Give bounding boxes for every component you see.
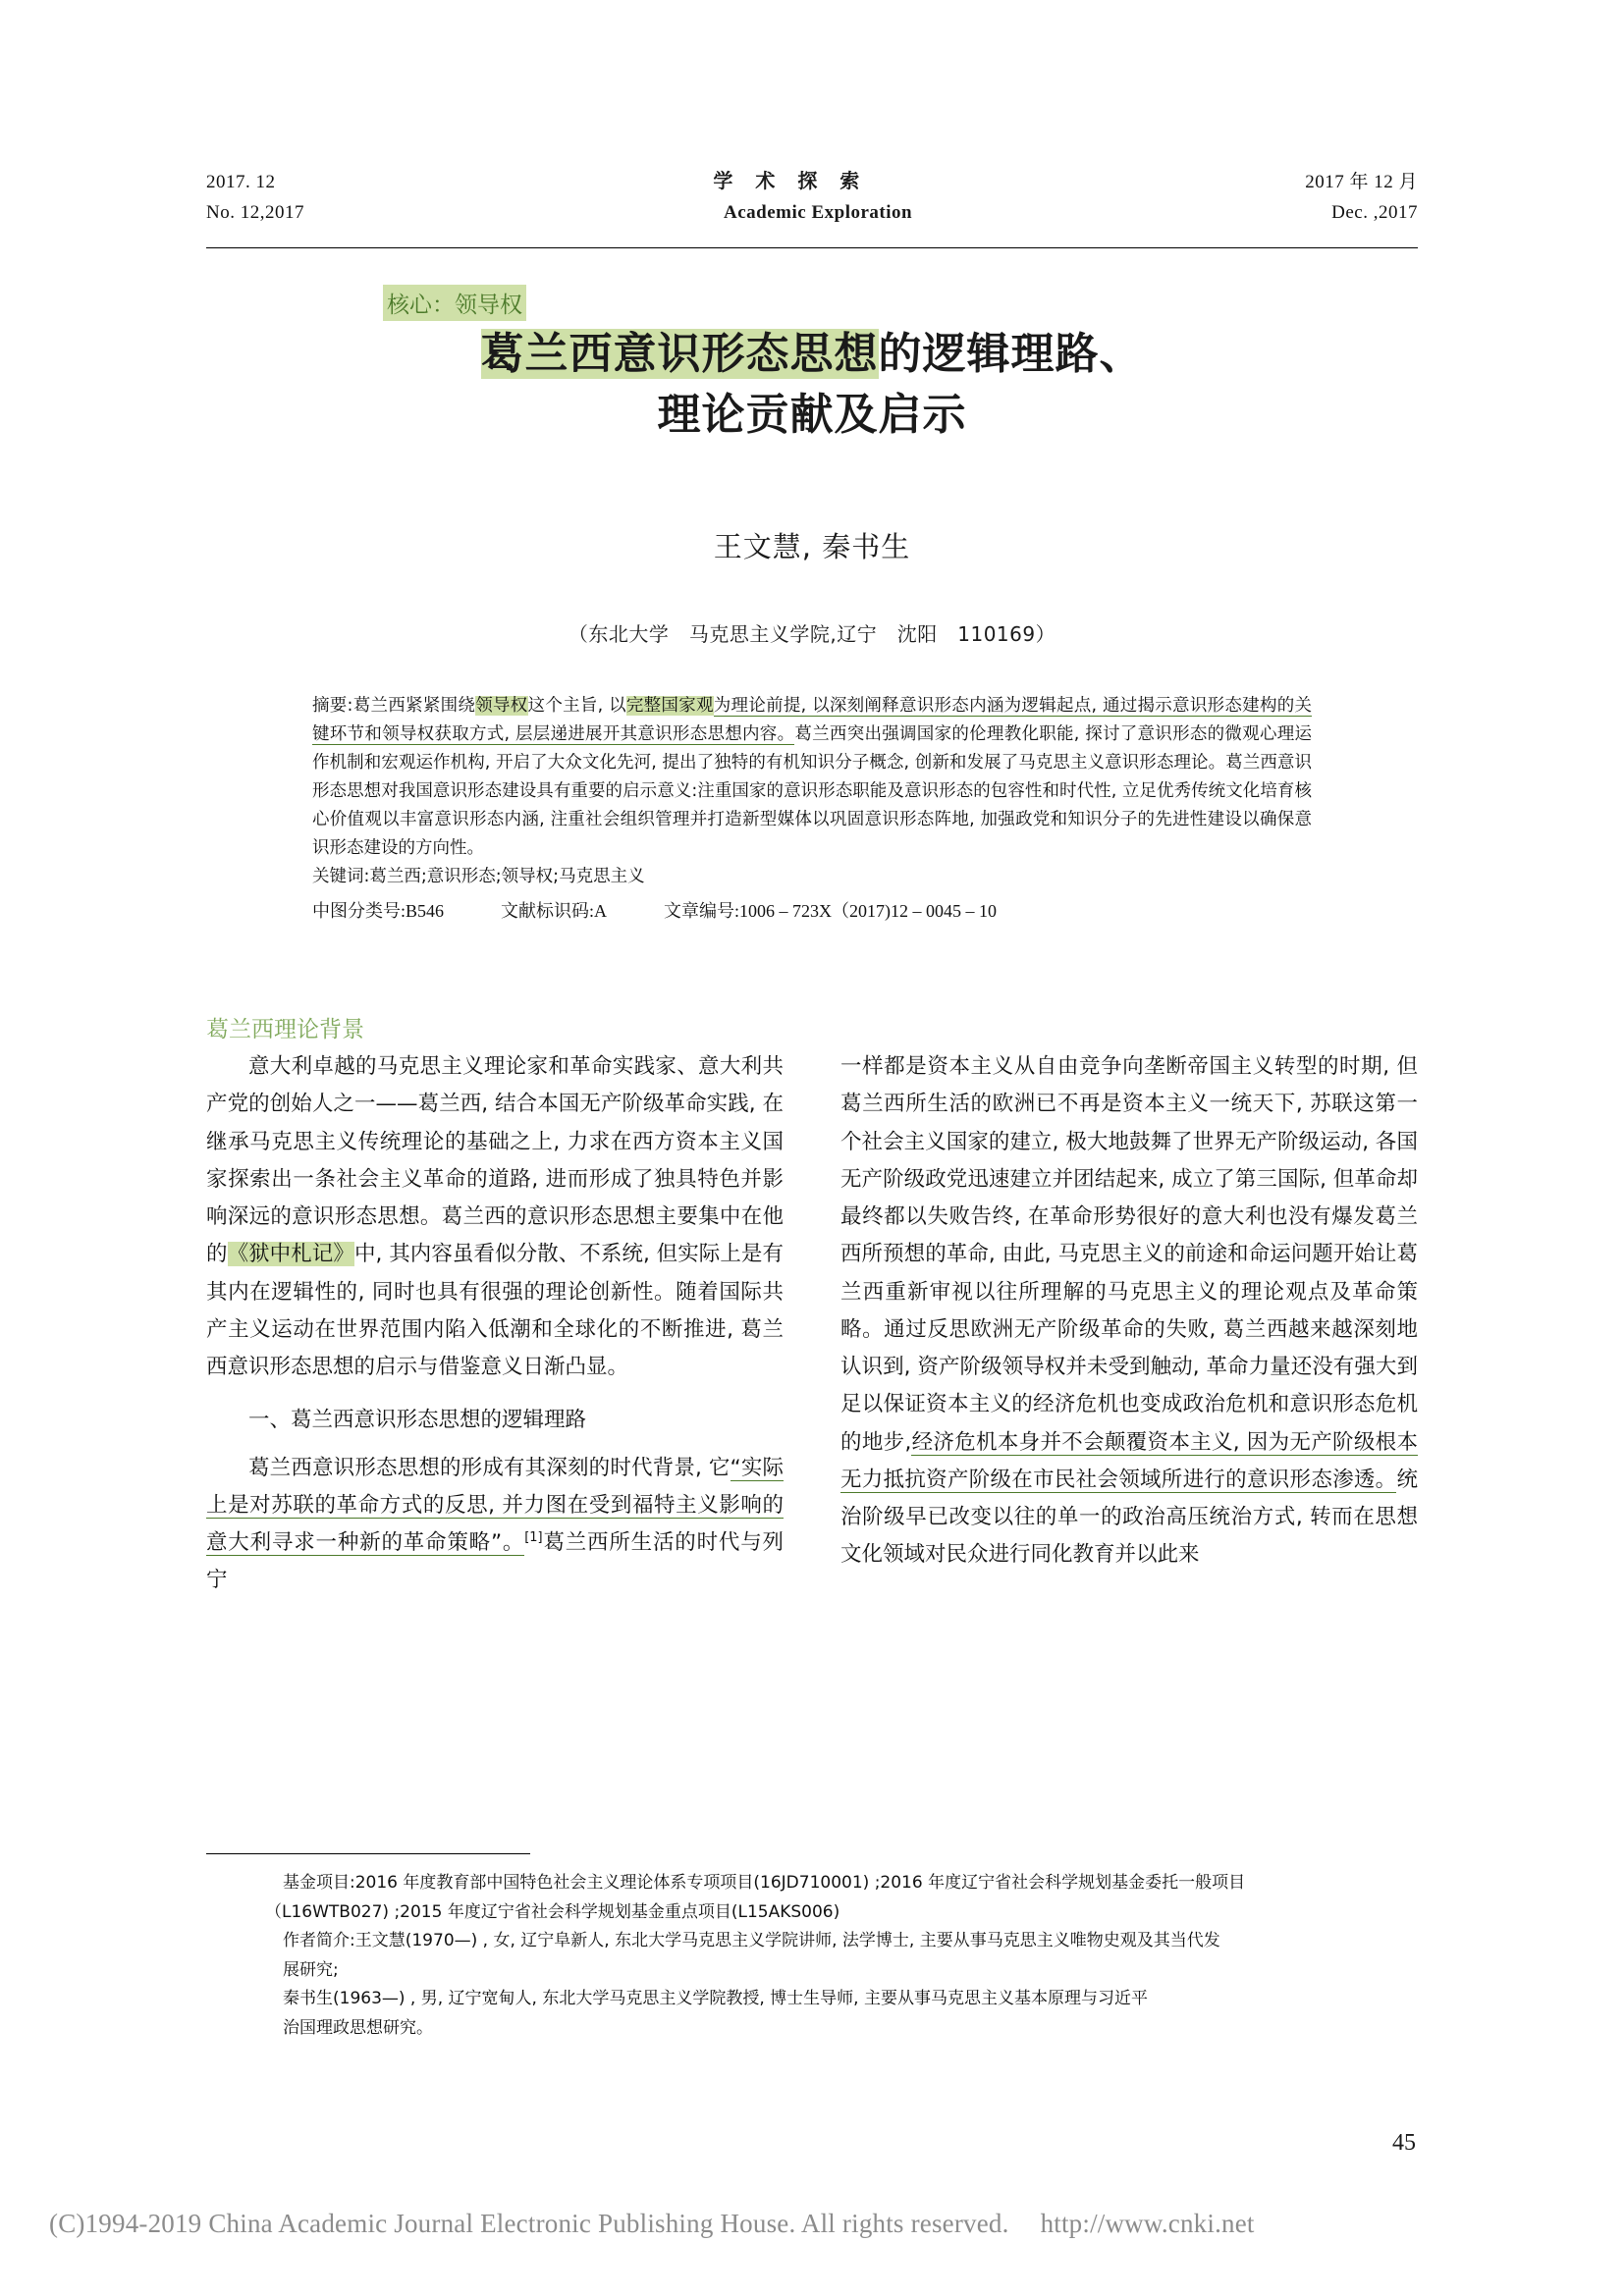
abstract-seg-3-underlined: 为理论前提, 以深刻阐释意识形态内涵为逻辑起点, 通过揭 — [713, 696, 1156, 716]
footnotes — [206, 1870, 1418, 2044]
abstract-label: 摘要: — [312, 696, 353, 716]
author-note — [206, 1928, 1418, 1955]
left-p2-seg-1: 葛兰西意识形态思想的形成有其深刻的时代背景, 它 — [248, 1455, 731, 1480]
author-line-3: 秦书生(1963—) , 男, 辽宁宽甸人, 东北大学马克思主义学院教授, 博士生导师, 主要从事马克思主义基本原理与习近平 — [283, 1989, 1148, 2009]
classification-row — [312, 897, 1312, 927]
authors: 王文慧, 秦书生 — [713, 530, 911, 563]
reference-marker-1: [1] — [524, 1530, 543, 1546]
right-paragraph-1 — [840, 1048, 1418, 1575]
fund-note — [206, 1870, 1418, 1897]
author-line-2: 展研究; — [283, 1959, 339, 1980]
right-p1-seg-2: 统治阶级早已改变以往的单一的政治高压统治方式, 转而在思想文化领域对民众进行同化教育并以此来 — [840, 1467, 1418, 1568]
title-highlighted-phrase: 葛兰西意识形态思想 — [480, 329, 879, 379]
fund-label: 基金项目: — [283, 1873, 355, 1893]
runhead-left-line1: 2017. 12 — [206, 172, 276, 192]
left-p1-seg-1: 意大利卓越的马克思主义理论家和革命实践家、意大利共产党的创始人之一——葛兰西, 结合本国无产阶级革命实践, 在继承马克思主义传统理论的基础之上, 力求在西方资本主义国家探索出一条社会主义革命的道路, 进而形成了独具特色并影响深远的意识形态思想。葛兰西的意识形态思想主要集中在他的 — [206, 1054, 784, 1267]
fund-line-2: （L16WTB027) ;2015 年度辽宁省社会科学规划基金重点项目(L15AKS006) — [265, 1901, 840, 1922]
keywords: 关键词:葛兰西;意识形态;领导权;马克思主义 — [312, 867, 645, 887]
header-rule — [206, 247, 1418, 248]
right-p1-seg-1: 一样都是资本主义从自由竞争向垄断帝国主义转型的时期, 但葛兰西所生活的欧洲已不再是资本主义一统天下, 苏联这第一个社会主义国家的建立, 极大地鼓舞了世界无产阶级运动, 各国无产阶级政党迅速建立并团结起来, 成立了第三国际, 但革命却最终都以失败告终, 在革命形势很好的意大利也没有爆发葛兰西所预想的革命, 由此, 马克思主义的前途和命运问题开始让葛兰西重新审视以往所理解的马克思主义的理论观点及革命策略。通过反思欧洲无产阶级革命的失败, 葛兰西越来越深刻地认识到, 资产阶级领导权并未受到触动, 革命力量还没有强大到足以保证资本主义的经济危机也变成政治危机和意识形态危机的地步, — [840, 1054, 1418, 1455]
footnote-rule — [206, 1853, 530, 1854]
left-p2-seg-2: 葛兰西所生活的时代与列宁 — [206, 1530, 784, 1593]
journal-name-cn: 学 术 探 索 — [713, 169, 868, 192]
page-title — [206, 324, 1418, 445]
left-column — [206, 1048, 784, 1834]
fund-line-1: 2016 年度教育部中国特色社会主义理论体系专项项目(16JD710001) ;2016 年度辽宁省社会科学规划基金委托一般项目 — [354, 1873, 1246, 1893]
author-line-1: 王文慧(1970—) , 女, 辽宁阜新人, 东北大学马克思主义学院讲师, 法学博士, 主要从事马克思主义唯物史观及其当代发 — [354, 1931, 1220, 1951]
journal-name-en: Academic Exploration — [724, 202, 913, 223]
right-column — [840, 1048, 1418, 1834]
body-columns — [206, 1048, 1418, 1834]
runhead-left-line2: No. 12,2017 — [206, 202, 304, 223]
section-heading-1: 一、葛兰西意识形态思想的逻辑理路 — [248, 1408, 587, 1433]
author-line-4: 治国理政思想研究。 — [283, 2017, 433, 2038]
left-paragraph-1 — [206, 1048, 784, 1386]
abstract-block — [312, 692, 1312, 927]
running-head — [206, 165, 1418, 234]
section-annotation: 葛兰西理论背景 — [206, 1017, 364, 1042]
abstract-paragraph — [312, 692, 1312, 863]
author-label: 作者简介: — [283, 1931, 355, 1951]
abstract-seg-4-underlined: 示意识形态建构的关键环节和领导权获取方式, 层层递进展开其意识形态思想内容。 — [312, 696, 1313, 745]
running-head-row-1 — [206, 165, 1418, 193]
copyright-url: http://www.cnki.net — [1040, 2209, 1255, 2238]
title-line2: 理论贡献及启示 — [657, 389, 967, 440]
abstract-seg-5: 葛兰西突出强调国家的伦理教化职能, 探讨了意识形态的微观心理运作机制和宏观运作机构, 开启了大众文化先河, 提出了独特的有机知识分子概念, 创新和发展了马克思主义意识形态理论。葛兰西意识形态思想对我国意识形态建设具有重要的启示意义:注重国家的意识形态职能及意识形态的包容性和时代性, 立足优秀传统文化培育核心价值观以丰富意识形态内涵, 注重社会组织管理并打造新型媒体以巩固意识形态阵地, 加强政党和知识分子的先进性建设以确保意识形态建设的方向性。 — [312, 724, 1313, 859]
left-p1-seg-2: 中, 其内容虽看似分散、不系统, 但实际上是有其内在逻辑性的, 同时也具有很强的理论创新性。随着国际共产主义运动在世界范围内陷入低潮和全球化的不断推进, 葛兰西意识形态思想的启示与借鉴意义日渐凸显。 — [206, 1242, 784, 1380]
abstract-seg-2: 这个主旨, 以 — [527, 696, 626, 716]
title-rest-line1: 的逻辑理路、 — [878, 329, 1144, 379]
document-code: 文献标识码:A — [501, 901, 608, 922]
left-p1-highlight: 《狱中札记》 — [227, 1242, 354, 1267]
right-p1-underlined: 经济危机本身并不会颠覆资本主义, 因为无产阶级根本无力抵抗资产阶级在市民社会领域所进行的意识形态渗透。 — [840, 1429, 1418, 1492]
running-head-row-2 — [206, 202, 1418, 224]
affiliation: （东北大学 马克思主义学院,辽宁 沈阳 110169） — [568, 622, 1056, 646]
runhead-right-line2: Dec. ,2017 — [1331, 202, 1418, 223]
clc-number: 中图分类号:B546 — [312, 901, 445, 922]
left-paragraph-2 — [206, 1450, 784, 1600]
page-number: 45 — [1392, 2130, 1416, 2156]
title-annotation: 核心：领导权 — [383, 285, 526, 321]
abstract-highlight-2: 完整国家观 — [625, 696, 714, 716]
abstract-highlight-1: 领导权 — [475, 696, 528, 716]
abstract-seg-1: 葛兰西紧紧围绕 — [352, 696, 476, 716]
runhead-right-line1: 2017 年 12 月 — [1305, 172, 1418, 192]
left-p2-quote-underlined: “实际上是对苏联的革命方式的反思, 并力图在受到福特主义影响的意大利寻求一种新的革命策略”。 — [206, 1455, 785, 1556]
article-id: 文章编号:1006 – 723X（2017)12 – 0045 – 10 — [664, 901, 998, 922]
copyright-footer — [49, 2209, 1575, 2239]
copyright-text: (C)1994-2019 China Academic Journal Electronic Publishing House. All rights reserved. — [49, 2209, 1009, 2238]
